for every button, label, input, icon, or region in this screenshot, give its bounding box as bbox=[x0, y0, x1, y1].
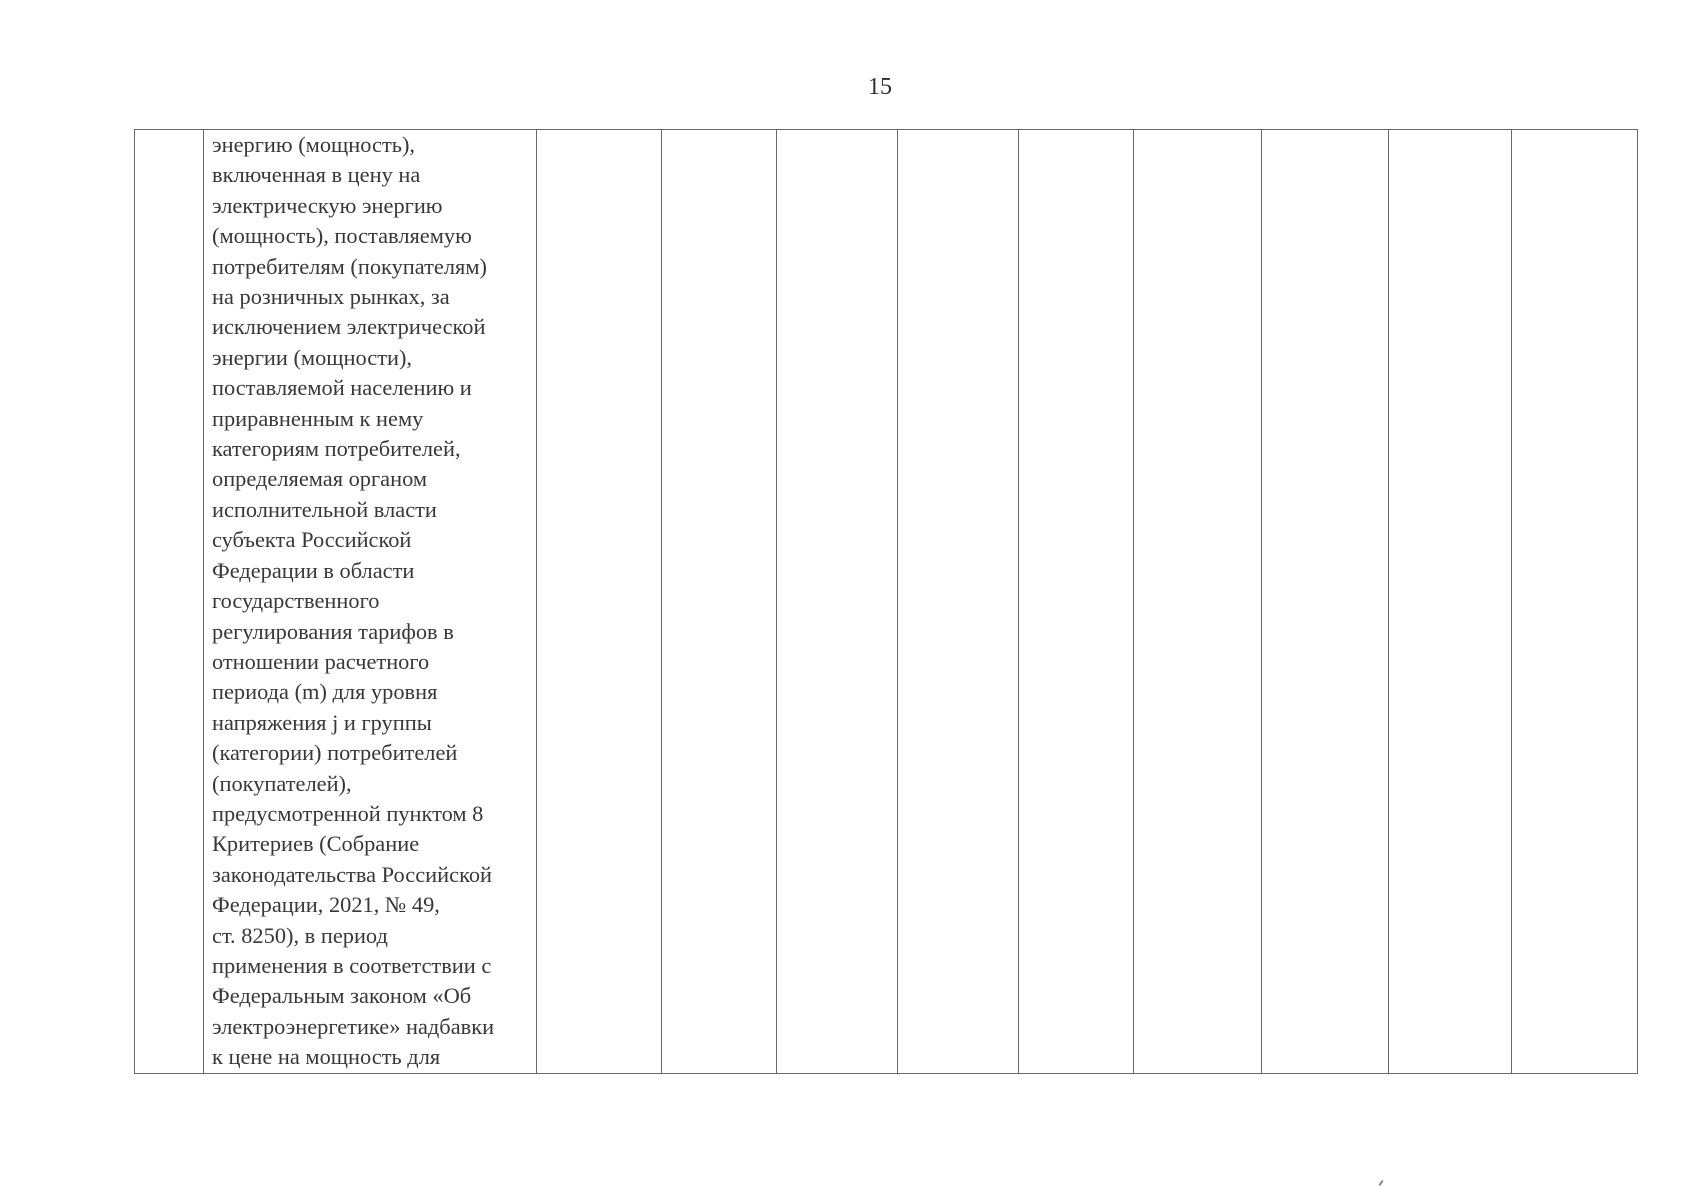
description-line: (категории) потребителей bbox=[212, 740, 458, 766]
table-cell-empty bbox=[1134, 130, 1262, 1074]
description-line: категориям потребителей, bbox=[212, 436, 461, 462]
description-line: к цене на мощность для bbox=[212, 1044, 441, 1070]
description-line: электроэнергетике» надбавки bbox=[212, 1013, 495, 1039]
description-line: отношении расчетного bbox=[212, 648, 430, 674]
description-line: Федерации, 2021, № 49, bbox=[212, 892, 440, 918]
description-line: (мощность), поставляемую bbox=[212, 223, 472, 249]
description-line: определяемая органом bbox=[212, 466, 428, 492]
table-cell-empty bbox=[1262, 130, 1389, 1074]
scan-mark bbox=[1378, 1180, 1383, 1186]
description-line: энергию (мощность), bbox=[212, 132, 416, 157]
description-line: включенная в цену на bbox=[212, 162, 421, 188]
description-line: поставляемой населению и bbox=[212, 375, 472, 401]
description-line: на розничных рынках, за bbox=[212, 284, 450, 310]
description-line: Федеральным законом «Об bbox=[212, 983, 472, 1009]
description-line: регулирования тарифов в bbox=[212, 618, 454, 644]
description-line: приравненным к нему bbox=[212, 405, 424, 431]
description-line: субъекта Российской bbox=[212, 527, 412, 553]
description-line: электрическую энергию bbox=[212, 192, 443, 218]
description-line: напряжения j и группы bbox=[212, 709, 432, 735]
description-line: Федерации в области bbox=[212, 557, 415, 583]
table-cell-empty bbox=[777, 130, 898, 1074]
description-line: исполнительной власти bbox=[212, 496, 437, 522]
description-line: исключением электрической bbox=[212, 314, 486, 340]
document-table bbox=[134, 129, 1638, 1074]
description-line: Критериев (Собрание bbox=[212, 831, 420, 857]
description-line: предусмотренной пунктом 8 bbox=[212, 800, 484, 826]
table-cell-empty bbox=[537, 130, 662, 1074]
description-line: потребителям (покупателям) bbox=[212, 253, 487, 279]
description-line: законодательства Российской bbox=[212, 861, 492, 887]
description-line: ст. 8250), в период bbox=[212, 922, 388, 948]
table-cell-number bbox=[135, 130, 204, 1074]
description-line: применения в соответствии с bbox=[212, 952, 492, 978]
table-cell-empty bbox=[1389, 130, 1512, 1074]
description-line: (покупателей), bbox=[212, 770, 352, 796]
description-line: периода (m) для уровня bbox=[212, 679, 438, 705]
table-cell-description bbox=[204, 130, 537, 1074]
table-cell-empty bbox=[898, 130, 1019, 1074]
table-cell-empty bbox=[1019, 130, 1134, 1074]
page-number: 15 bbox=[868, 74, 892, 100]
table-cell-empty bbox=[1512, 130, 1638, 1074]
table-row bbox=[135, 130, 1638, 1074]
description-line: государственного bbox=[212, 588, 380, 614]
table-cell-empty bbox=[662, 130, 777, 1074]
description-line: энергии (мощности), bbox=[212, 344, 413, 370]
